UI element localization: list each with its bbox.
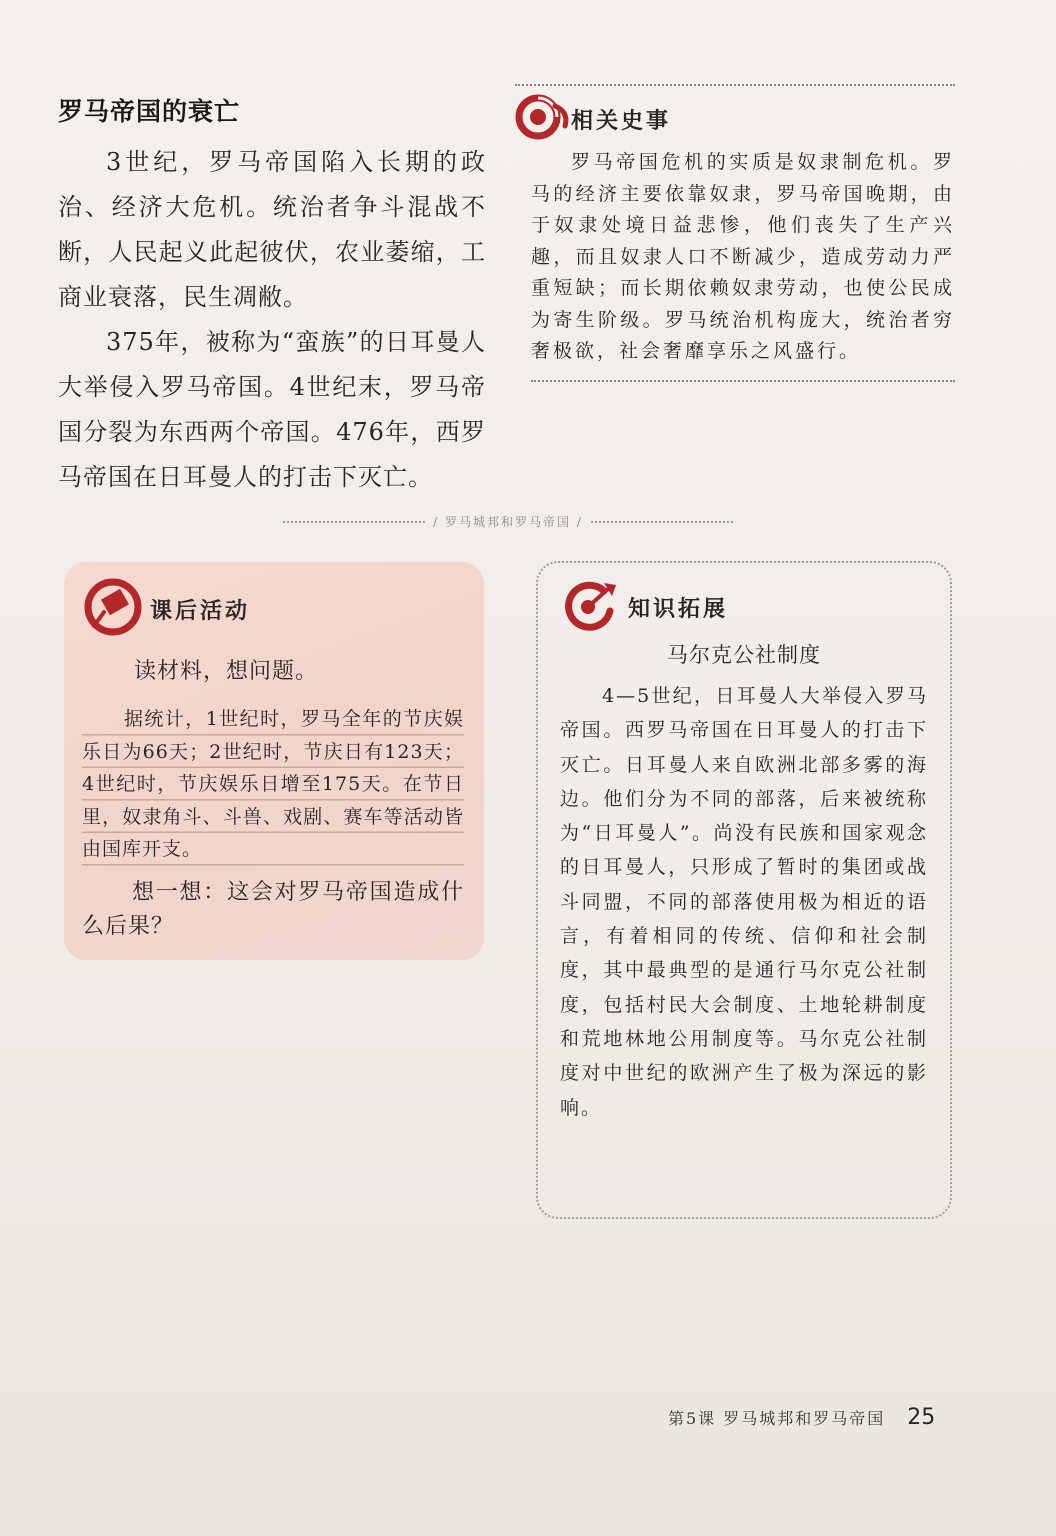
footer-lesson-title: 第5课 罗马城邦和罗马帝国 [668,1409,886,1428]
related-history-header [515,95,955,143]
section-divider [283,513,733,530]
knowledge-text: 4—5世纪，日耳曼人大举侵入罗马帝国。西罗马帝国在日耳曼人的打击下灭亡。日耳曼人来自欧洲北部多雾的海边。他们分为不同的部落，后来被统称为“日耳曼人”。尚没有民族和国家观念的日耳曼人，只形成了暂时的集团或战斗同盟，不同的部落使用极为相近的语言，有着相同的传统、信仰和社会制度，其中最典型的是通行马尔克公社制度，包括村民大会制度、土地轮耕制度和荒地林地公用制度等。马尔克公社制度对中世纪的欧洲产生了极为深远的影响。 [560,685,928,1119]
activity-title: 课后活动 [150,598,251,624]
knowledge-title: 知识拓展 [628,596,729,622]
section-title: 罗马帝国的衰亡 [58,97,241,126]
swirl-icon [515,94,571,144]
related-dotted-rule [531,380,955,382]
main-body [58,140,486,500]
knowledge-subtitle: 马尔克公社制度 [667,643,821,667]
related-history-title: 相关史事 [571,108,672,134]
pencil-circle-icon [82,576,144,642]
knowledge-extension-box [536,561,952,1219]
arrow-circle-icon [560,577,622,637]
after-class-activity-box [64,562,484,960]
page-number: 25 [907,1405,936,1430]
page-footer [668,1405,935,1430]
activity-header [82,578,464,640]
related-history-text: 罗马帝国危机的实质是奴隶制危机。罗马的经济主要依靠奴隶，罗马帝国晚期，由于奴隶处境日益悲惨，他们丧失了生产兴趣，而且奴隶人口不断减少，造成劳动力严重短缺；而长期依赖奴隶劳动，也使公民成为寄生阶级。罗马统治机构庞大，统治者穷奢极欲，社会奢靡享乐之风盛行。 [531,151,955,362]
main-paragraph-2: 375年，被称为“蛮族”的日耳曼人大举侵入罗马帝国。4世纪末，罗马帝国分裂为东西两个帝国。476年，西罗马帝国在日耳曼人的打击下灭亡。 [58,328,486,491]
related-history-box [515,95,955,382]
activity-material: 据统计，1世纪时，罗马全年的节庆娱乐日为66天；2世纪时，节庆日有123天；4世纪时，节庆娱乐日增至175天。在节日里，奴隶角斗、斗兽、戏剧、赛车等活动皆由国库开支。 [82,703,464,866]
divider-label: / 罗马城邦和罗马帝国 / [433,515,583,529]
top-dotted-rule [515,84,955,86]
main-paragraph-1: 3世纪，罗马帝国陷入长期的政治、经济大危机。统治者争斗混战不断，人民起义此起彼伏，农业萎缩，工商业衰落，民生凋敝。 [58,148,486,311]
activity-intro: 读材料，想问题。 [134,659,319,684]
knowledge-header [560,577,928,637]
activity-question: 想一想：这会对罗马帝国造成什么后果？ [82,879,464,939]
